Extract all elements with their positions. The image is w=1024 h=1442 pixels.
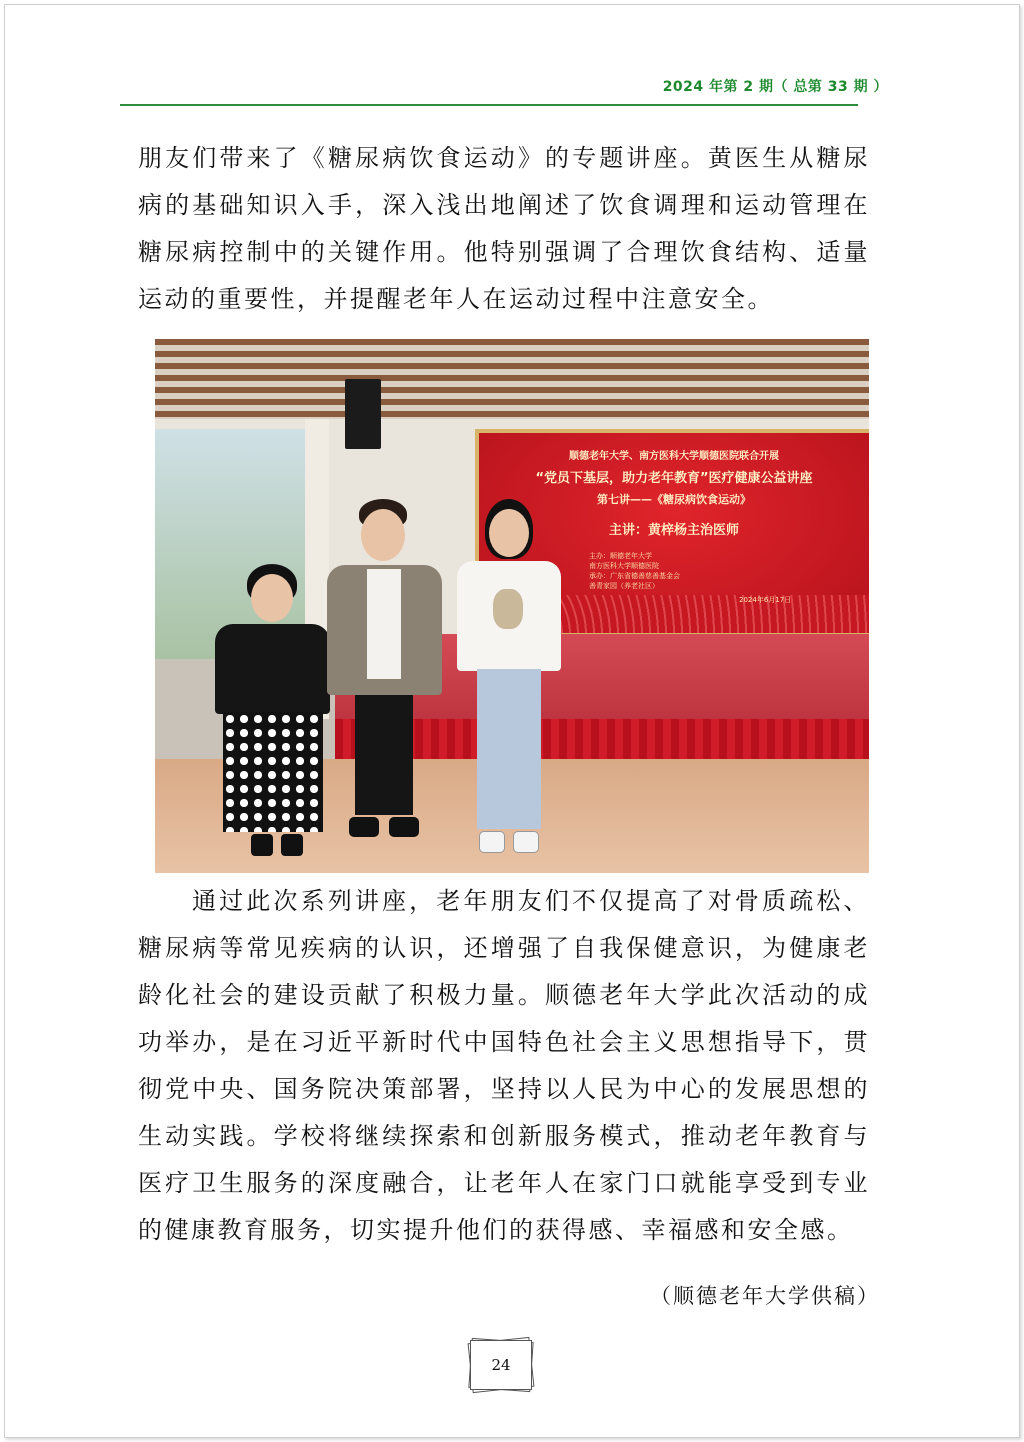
banner-organizer-2: 善青家园（养老社区）: [589, 582, 659, 590]
banner-host: 主办：顺德老年大学: [589, 552, 652, 560]
banner-line-1: 顺德老年大学、南方医科大学顺德医院联合开展: [569, 451, 779, 462]
article-credit: （顺德老年大学供稿）: [650, 1284, 880, 1308]
banner-line-2: “党员下基层，助力老年教育”医疗健康公益讲座: [535, 471, 813, 486]
issue-label: 2024 年第 2 期（ 总第 33 期 ）: [662, 79, 888, 95]
person-center: [327, 499, 442, 859]
banner-line-3: 第七讲——《糖尿病饮食运动》: [597, 493, 751, 506]
banner-organizer: 承办：广东省德善慈善基金会: [589, 572, 680, 580]
article-paragraph-2: 通过此次系列讲座，老年朋友们不仅提高了对骨质疏松、糖尿病等常见疾病的认识，还增强了自我保健意识，为健康老龄化社会的建设贡献了积极力量。顺德老年大学此次活动的成功举办，是在习近平新时代中国特色社会主义思想指导下，贯彻党中央、国务院决策部署，坚持以人民为中心的发展思想的生动实践。学校将继续探索和创新服务模式，推动老年教育与医疗卫生服务的深度融合，让老年人在家门口就能享受到专业的健康教育服务，切实提升他们的获得感、幸福感和安全感。: [138, 887, 870, 1244]
banner-line-4: 主讲：黄梓杨主治医师: [608, 523, 739, 538]
article-paragraph-1: 朋友们带来了《糖尿病饮食运动》的专题讲座。黄医生从糖尿病的基础知识入手，深入浅出地阐述了饮食调理和运动管理在糖尿病控制中的关键作用。他特别强调了合理饮食结构、适量运动的重要性，并提醒老年人在运动过程中注意安全。: [138, 144, 870, 313]
person-left: [215, 564, 330, 864]
person-right: [457, 499, 561, 859]
page-number-box: [470, 1340, 532, 1390]
banner-cohost: 南方医科大学顺德医院: [589, 562, 659, 570]
photo-ceiling: [155, 339, 869, 419]
speaker-icon: [345, 379, 381, 449]
banner-date: 2024年6月17日: [739, 596, 792, 604]
page-number: 24: [491, 1356, 511, 1374]
header-divider: [120, 104, 858, 106]
event-photo: [155, 339, 869, 873]
